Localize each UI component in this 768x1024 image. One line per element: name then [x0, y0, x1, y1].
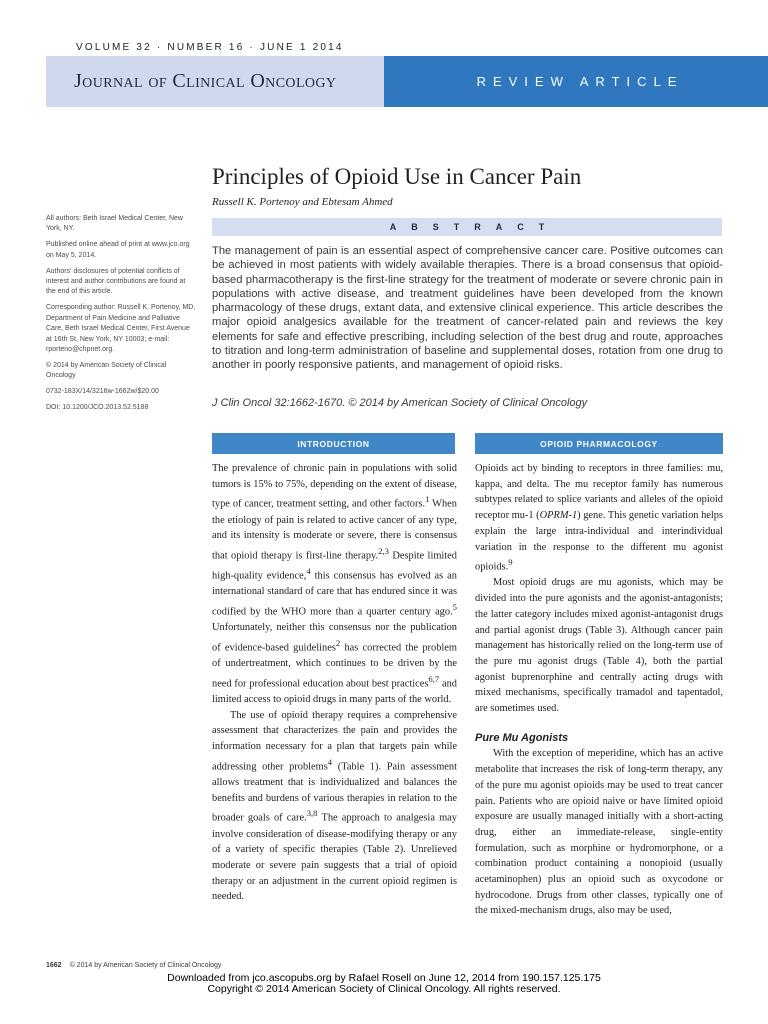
- abstract-text: The management of pain is an essential aspect of comprehensive cancer care. Positive outcomes can be achieved in most patients with widely available therapies. There is a broad consensus that opioid-based pharmacotherapy is the first-line strategy for the treatment of moderate or severe chronic pain in populations with active disease, and treatment guidelines have been developed from the known pharmacology of these drugs, extant data, and extensive clinical experience. This article describes the major opioid analgesics available for the treatment of cancer-related pain and reviews the key elements for safe and effective prescribing, including selection of the best drug and route, approaches to titration and long-term administration of baseline and supplemental doses, rotation from one drug to another in poorly responsive patients, and management of opioid risks.: [212, 245, 723, 372]
- journal-name: Journal of Clinical Oncology: [74, 70, 337, 92]
- disclosure-note: Authors' disclosures of potential conflicts of interest and author contributions are found at the end of this article.: [46, 267, 186, 296]
- copyright-note: © 2014 by American Society of Clinical Oncology: [46, 361, 167, 380]
- intro-paragraph-2: The use of opioid therapy requires a comprehensive assessment that characterizes the pain and provides the information necessary for a plan that targets pain while addressing other problems$^4$ (Table 1). Pain assessment allows treatment that is individualized and balances the benefits and burdens of various therapies in relation to the broader goals of care.$^{3,8}$ The approach to analgesia may involve consideration of disease-modifying therapy or any of a variety of specific therapies (Table 2). Unrelieved moderate or severe pain suggests that a trial of opioid therapy or an adjustment in the current opioid regimen is needed.: [212, 709, 457, 903]
- download-note: [0, 973, 768, 995]
- introduction-column: [212, 461, 457, 905]
- introduction-heading: INTRODUCTION: [297, 438, 370, 449]
- article-type-banner: [384, 56, 768, 107]
- introduction-heading-bar: [212, 433, 455, 454]
- reference-marker[interactable]: 3,8: [306, 808, 318, 819]
- pharmacology-paragraph-3: With the exception of meperidine, which has an active metabolite that increases the risk of long-term therapy, any of the pure mu agonist opioids may be used to treat cancer pain. Patients who are opioid naive or have limited opioid exposure are usually managed initially with a short-acting drug, either an immediate-release, single-entity formulation, such as morphine or hydromorphone, or a combination product containing a nonopioid (usually acetaminophen) plus an opioid such as oxycodone or hydrocodone. Drugs from other classes, typically one of the mixed-mechanism drugs, also may be used,: [475, 748, 723, 917]
- pure-mu-agonists-subheading: Pure Mu Agonists: [475, 731, 569, 744]
- reference-marker[interactable]: 2,3: [378, 545, 389, 556]
- doi-note: DOI: 10.1200/JCO.2013.52.5188: [46, 404, 149, 412]
- abstract-heading-bar: [212, 218, 722, 236]
- reference-marker[interactable]: 1: [425, 494, 430, 505]
- copyright-line: Copyright © 2014 American Society of Clinical Oncology. All rights reserved.: [207, 983, 561, 995]
- reference-marker[interactable]: 9: [508, 557, 513, 568]
- pharmacology-paragraph-2: Most opioid drugs are mu agonists, which may be divided into the pure agonists and the agonist-antagonists; the latter category includes mixed agonist-antagonist drugs and partial agonist drugs (Table 3). Although cancer pain management has historically relied on the long-term use of the pure mu agonist drugs (Table 4), both the partial agonist buprenorphine and centrally acting drugs with mixed mechanisms, specifically tramadol and tapentadol, are sometimes used.: [475, 577, 723, 715]
- download-line: Downloaded from jco.ascopubs.org by Rafael Rosell on June 12, 2014 from 190.157.125.175: [167, 972, 601, 984]
- abstract-heading: ABSTRACT: [389, 222, 560, 232]
- pharmacology-heading-bar: [475, 433, 723, 454]
- reference-marker[interactable]: 5: [452, 602, 457, 613]
- reference-marker[interactable]: 2: [335, 637, 341, 648]
- issn-note: 0732-183X/14/3216w-1662w/$20.00: [46, 388, 159, 396]
- affiliation-note: All authors: Beth Israel Medical Center, New York, NY.: [46, 215, 183, 233]
- gene-name: OPRM-1: [539, 510, 578, 522]
- pharmacology-paragraph-1: Opioids act by binding to receptors in three families: mu, kappa, and delta. The mu receptor family has numerous subtypes related to splice variants and alleles of the opioid receptor mu-1 (OPRM-1) gene. This genetic variation helps explain the large intra-individual and interindividual variation in the response to the different mu agonist opioids.$^9$: [475, 463, 723, 573]
- corresponding-author-note: Corresponding author: Russell K. Portenoy, MD, Department of Pain Medicine and Palliative Care, Beth Israel Medical Center, First Avenue at 16th St, New York, NY 10003; e-mail: rporteno@chpnet.org.: [46, 304, 196, 353]
- reference-marker[interactable]: 4: [327, 756, 333, 767]
- journal-masthead: [46, 56, 384, 107]
- page-number: 1662: [46, 962, 62, 969]
- pharmacology-column: [475, 461, 723, 919]
- article-title: Principles of Opioid Use in Cancer Pain: [212, 164, 582, 189]
- publication-note: Published online ahead of print at www.jco.org on May 5, 2014.: [46, 241, 190, 259]
- page-footer: [46, 962, 221, 969]
- author-info-sidebar: [46, 214, 196, 419]
- intro-paragraph-1: The prevalence of chronic pain in populations with solid tumors is 15% to 75%, depending on the extent of disease, type of cancer, treatment setting, and other factors.$^1$ When the etiology of pain is related to active cancer of any type, and its intensity is moderate or severe, there is consensus that opioid therapy is first-line therapy.$^{2,3}$ Despite limited high-quality evidence,$^4$ this consensus has evolved as an international standard of care that has endured since it was codified by the WHO more than a quarter century ago.$^5$ Unfortunately, neither this consensus nor the publication of evidence-based guidelines$^2$ has corrected the problem of undertreatment, which continues to be driven by the need for professional education about best practices$^{6,7}$ and limited access to opioid drugs in many parts of the world.: [212, 463, 457, 705]
- footer-copyright: © 2014 by American Society of Clinical Oncology: [69, 962, 222, 969]
- issue-line: VOLUME 32 · NUMBER 16 · JUNE 1 2014: [76, 42, 344, 53]
- citation-line: J Clin Oncol 32:1662-1670. © 2014 by American Society of Clinical Oncology: [212, 397, 588, 409]
- reference-marker[interactable]: 6,7: [428, 673, 440, 684]
- article-type-label: REVIEW ARTICLE: [476, 74, 684, 89]
- article-authors: Russell K. Portenoy and Ebtesam Ahmed: [212, 196, 393, 208]
- pharmacology-heading: OPIOID PHARMACOLOGY: [540, 438, 658, 449]
- reference-marker[interactable]: 4: [306, 566, 311, 577]
